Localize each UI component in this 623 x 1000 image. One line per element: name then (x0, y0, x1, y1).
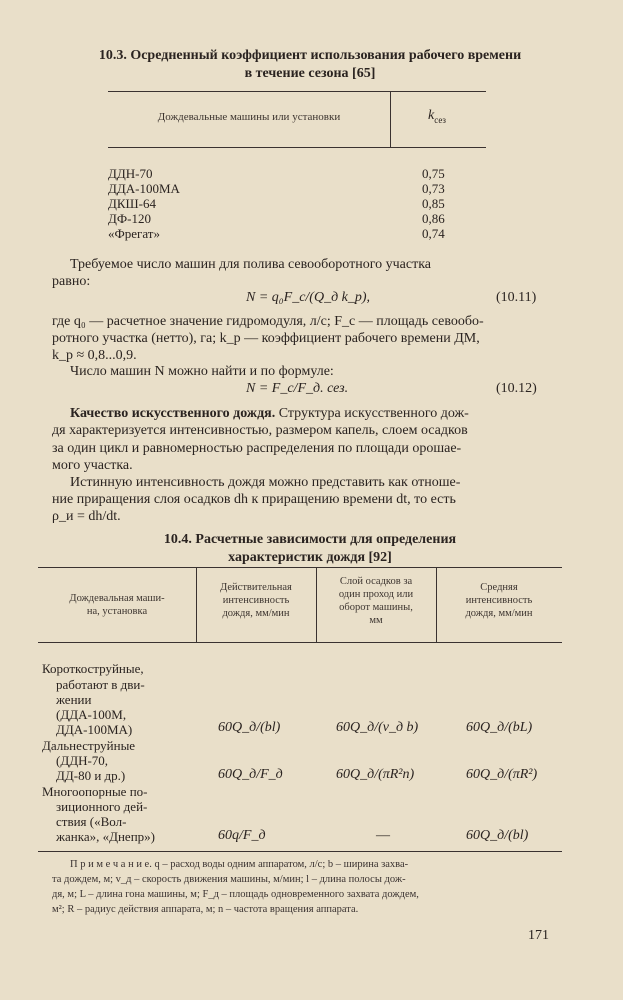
paragraph-1-line2: равно: (52, 274, 91, 289)
table1-row: ДДА-100МА (108, 181, 180, 196)
table1-row-value: 0,75 (422, 166, 445, 181)
page-number: 171 (528, 928, 549, 943)
table2-row-name: работают в дви- (56, 677, 145, 692)
paragraph-5-line1: Истинную интенсивность дождя можно представить как отноше- (70, 475, 461, 490)
table2-cell-formula: 60Q_д/(πR²) (466, 767, 538, 782)
table1-top-rule (108, 91, 486, 92)
table1-header-machines: Дождевальные машины или установки (157, 111, 341, 123)
paragraph-4-line4: мого участка. (52, 458, 133, 473)
paragraph-2-line1: где q₀ — расчетное значение гидромодуля, л/с; F_c — площадь севообо- (52, 314, 484, 329)
table2-title-line1: 10.4. Расчетные зависимости для определения (163, 532, 457, 547)
table2-header-mean-intensity: Средняя интенсивность дождя, мм/мин (465, 582, 533, 619)
table2-row-name: (ДДН-70, (56, 753, 109, 768)
table1-header-k: $k_{сез}$ (428, 108, 446, 125)
table1-row: ДФ-120 (108, 211, 151, 226)
table1-row: ДКШ-64 (108, 196, 156, 211)
table2-top-rule (38, 567, 562, 568)
table2-cell-formula: 60Q_д/(bL) (466, 720, 533, 735)
table2-cell-formula: 60q/F_д (218, 828, 266, 843)
table2-row-name: жанка», «Днепр») (56, 829, 155, 844)
table1-header-rule (108, 147, 486, 148)
table1-row: «Фрегат» (108, 226, 160, 241)
table1-row: ДДН-70 (108, 166, 153, 181)
table2-cell-formula: 60Q_д/(bl) (466, 828, 529, 843)
paragraph-1-line1: Требуемое число машин для полива севооборотного участка (70, 257, 431, 272)
table2-cell-formula: 60Q_д/(v_д b) (336, 720, 419, 735)
table2-cell-dash: — (376, 828, 390, 843)
table2-row-name: Многоопорные по- (42, 784, 148, 799)
table2-note-line4: м²; R – радиус действия аппарата, м; n – частота вращения аппарата. (52, 904, 359, 915)
paragraph-5-line2: ние приращения слоя осадков dh к приращению времени dt, то есть (52, 492, 456, 507)
table2-row-name: зиционного дей- (56, 799, 148, 814)
paragraph-2-line2: ротного участка (нетто), га; k_р — коэффициент рабочего времени ДМ, (52, 331, 480, 346)
paragraph-4-line1: Качество искусственного дождя. Структура искусственного дож- (70, 406, 469, 421)
table1-row-value: 0,74 (422, 226, 445, 241)
table2-header-intensity: Действительная интенсивность дождя, мм/мин (220, 582, 292, 619)
table2-header-machine: Дождевальная маши- на, установка (69, 593, 165, 617)
table1-title-line2: в течение сезона [65] (244, 66, 376, 81)
table1-row-value: 0,73 (422, 181, 445, 196)
formula-10-12-number: (10.12) (496, 381, 537, 396)
table1-row-value: 0,86 (422, 211, 445, 226)
table2-row-name: Дальнеструйные (42, 738, 136, 753)
table2-header-layer: Слой осадков за один проход или оборот машины, мм (338, 576, 414, 626)
table2-row-name: Короткоструйные, (42, 661, 144, 676)
formula-10-11: N = q₀F_c/(Q_д k_р), (246, 290, 371, 305)
table2-note-line2: та дождем, м; v_д – скорость движения машины, м/мин; l – длина полосы дож- (52, 874, 406, 885)
table2-row-name: ДД-80 и др.) (56, 768, 126, 783)
table2-row-name: ДДА-100МА) (56, 722, 133, 737)
table1-column-divider (390, 91, 391, 147)
table2-title-line2: характеристик дождя [92] (228, 550, 392, 565)
paragraph-5-line3: ρ_и = dh/dt. (52, 509, 121, 524)
paragraph-3: Число машин N можно найти и по формуле: (70, 364, 334, 379)
paragraph-4-line2: дя характеризуется интенсивностью, размером капель, слоем осадков (52, 423, 468, 438)
table2-bottom-rule (38, 851, 562, 852)
table2-row-name: жении (56, 692, 92, 707)
paragraph-2-line3: k_р ≈ 0,8...0,9. (52, 348, 137, 363)
table2-header-rule (38, 642, 562, 643)
table2-cell-formula: 60Q_д/(bl) (218, 720, 281, 735)
table2-note-line3: дя, м; L – длина гона машины, м; F_д – площадь одновременного захвата дождем, (52, 889, 419, 900)
paragraph-4-line3: за один цикл и равномерностью распределения по площади орошае- (52, 441, 462, 456)
formula-10-12: N = F_c/F_д. сез. (246, 381, 349, 396)
table2-note-line1: П р и м е ч а н и е. q – расход воды одним аппаратом, л/с; b – ширина захва- (70, 859, 409, 870)
table1-title-line1: 10.3. Осредненный коэффициент использования рабочего времени (98, 48, 522, 63)
table1-row-value: 0,85 (422, 196, 445, 211)
table2-cell-formula: 60Q_д/(πR²n) (336, 767, 415, 782)
table2-row-name: (ДДА-100М, (56, 707, 127, 722)
table2-cell-formula: 60Q_д/F_д (218, 767, 283, 782)
formula-10-11-number: (10.11) (496, 290, 537, 305)
table2-row-name: ствия («Вол- (56, 814, 127, 829)
